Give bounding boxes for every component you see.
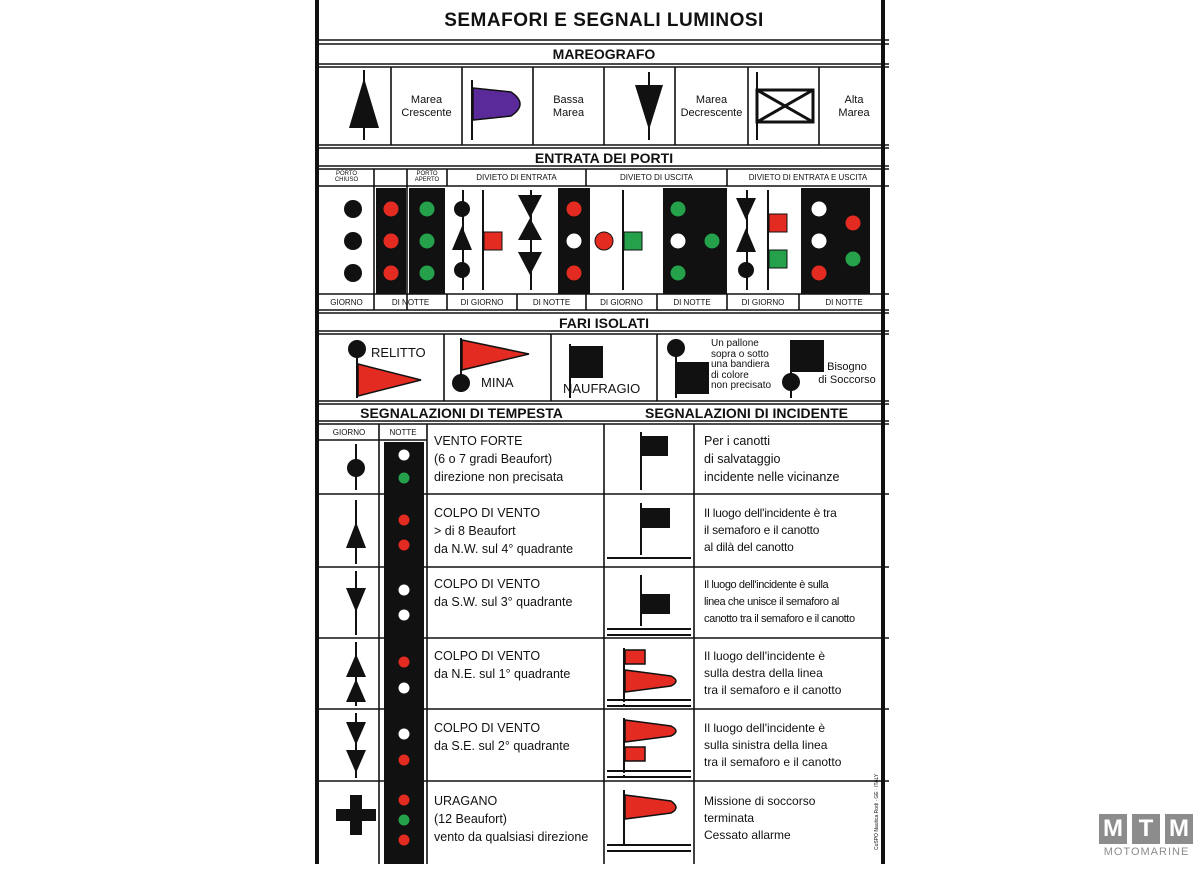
publisher-imprint: CoSPO Nautica Rodi · GE · ITALY <box>874 773 880 850</box>
porti-bottom-label: DI GIORNO <box>741 298 785 307</box>
tempesta-row-text: COLPO DI VENTO da S.W. sul 3° quadrante <box>434 577 573 609</box>
logo-letter: T <box>1132 814 1160 844</box>
mina-label: MINA <box>481 375 514 390</box>
divieto-uscita-label: DIVIETO DI USCITA <box>619 173 694 182</box>
semafori-card <box>315 0 885 864</box>
incidente-row-text: Il luogo dell'incidente è sulla destra della linea tra il semaforo e il canotto <box>704 649 842 698</box>
marea-decrescente-label: Marea Decrescente <box>680 94 743 119</box>
incidente-row-text: Missione di soccorso terminata Cessato allarme <box>704 794 816 843</box>
divieto-entrata-label: DIVIETO DI ENTRATA <box>476 173 557 182</box>
tempesta-row-text: VENTO FORTE (6 o 7 gradi Beaufort) direzione non precisata <box>434 434 564 484</box>
incidente-row-text: Il luogo dell'incidente è sulla sinistra della linea tra il semaforo e il canotto <box>704 721 842 770</box>
relitto-label: RELITTO <box>371 345 426 360</box>
porti-bottom-label: DI NOTTE <box>391 298 430 307</box>
tempesta-row-text: URAGANO (12 Beaufort) vento da qualsiasi direzione <box>434 794 589 844</box>
logo-letter: M <box>1165 814 1193 844</box>
tempesta-row-text: COLPO DI VENTO da S.E. sul 2° quadrante <box>434 721 570 753</box>
porti-heading: ENTRATA DEI PORTI <box>534 150 674 166</box>
bassa-marea-label: Bassa Marea <box>552 94 585 119</box>
logo-word: MOTOMARINE <box>1103 846 1190 858</box>
tempesta-heading: SEGNALAZIONI DI TEMPESTA <box>360 405 563 421</box>
divieto-entrata-uscita-label: DIVIETO DI ENTRATA E USCITA <box>748 173 868 182</box>
motomarine-logo <box>1099 814 1194 862</box>
porti-bottom-label: GIORNO <box>330 298 363 307</box>
porti-bottom-label: DI NOTTE <box>825 298 863 307</box>
porti-bottom-label: DI GIORNO <box>600 298 643 307</box>
logo-letter: M <box>1099 814 1127 844</box>
incidente-heading: SEGNALAZIONI DI INCIDENTE <box>644 405 848 421</box>
incidente-row-text: Il luogo dell'incidente è tra il semaforo e il canotto al dilà del canotto <box>704 506 837 555</box>
porti-bottom-label: DI NOTTE <box>673 298 711 307</box>
porto-chiuso-label: PORTO CHIUSO <box>334 171 359 183</box>
bisogno-soccorso-label: Bisogno di Soccorso <box>818 361 876 386</box>
fari-heading: FARI ISOLATI <box>559 315 649 331</box>
porti-bottom-label: DI GIORNO <box>460 298 504 307</box>
mareografo-heading: MAREOGRAFO <box>552 46 656 62</box>
porto-aperto-label: PORTO APERTO <box>414 171 440 183</box>
notte-column-label: NOTTE <box>389 428 417 437</box>
giorno-column-label: GIORNO <box>332 428 366 437</box>
porti-bottom-label: DI NOTTE <box>532 298 571 307</box>
page-title: SEMAFORI E SEGNALI LUMINOSI <box>444 10 764 31</box>
naufragio-label: NAUFRAGIO <box>563 381 641 396</box>
pallone-label: Un pallone sopra o sotto una bandiera di colore non precisato <box>711 338 772 391</box>
tempesta-row-text: COLPO DI VENTO > di 8 Beaufort da N.W. sul 4° quadrante <box>434 506 574 556</box>
marea-crescente-label: Marea Crescente <box>401 94 452 119</box>
incidente-row-text: Per i canotti di salvataggio incidente nelle vicinanze <box>704 434 840 484</box>
incidente-row-text: Il luogo dell'incidente è sulla linea che unisce il semaforo al canotto tra il semaforo e il canotto <box>704 579 855 626</box>
tempesta-row-text: COLPO DI VENTO da N.E. sul 1° quadrante <box>434 649 571 681</box>
alta-marea-label: Alta Marea <box>838 94 870 119</box>
